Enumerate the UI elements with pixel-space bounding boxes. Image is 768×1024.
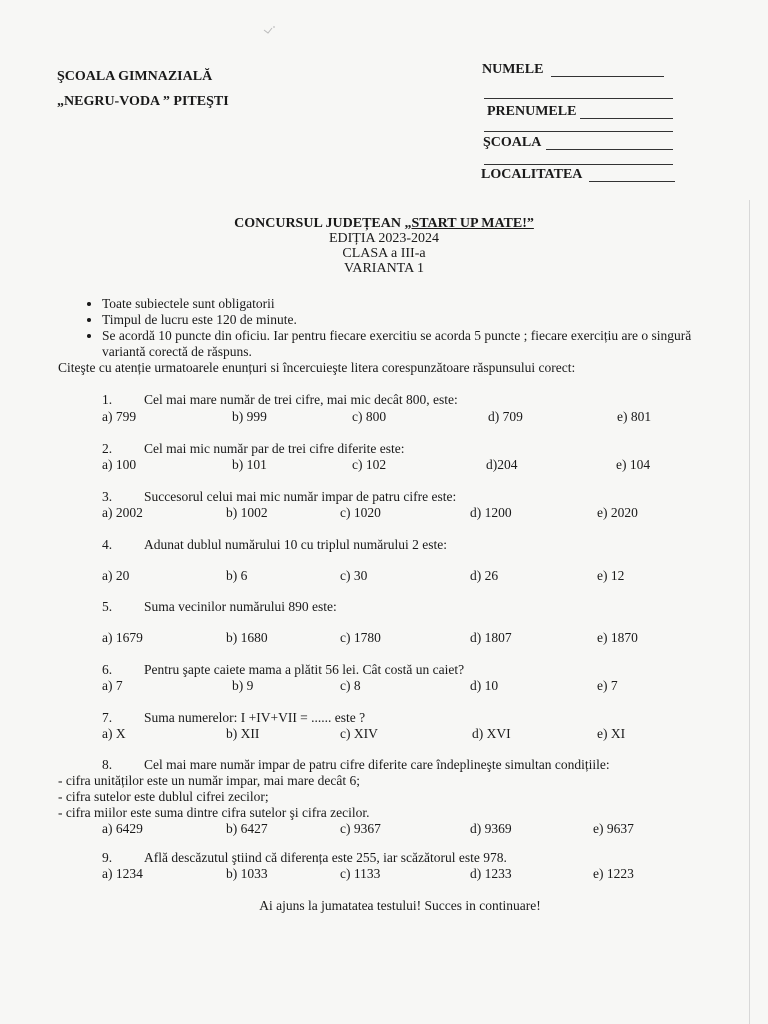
contest-class: CLASA a III-a (342, 246, 426, 261)
question-text: Cel mai mare număr de trei cifre, mai mic decât 800, este: (144, 392, 458, 407)
option-d[interactable]: d) 1807 (470, 630, 512, 645)
school-field-label: ŞCOALA (483, 135, 542, 150)
question-number: 4. (102, 537, 113, 552)
option-b[interactable]: b) 1002 (226, 505, 268, 520)
name-field-label: NUMELE (482, 62, 544, 77)
option-a[interactable]: a) 2002 (102, 505, 143, 520)
contest-title-block (0, 216, 768, 276)
question-number: 6. (102, 662, 113, 677)
question-number: 1. (102, 392, 113, 407)
option-e[interactable]: e) 801 (617, 409, 652, 424)
question-text: Suma numerelor: I +IV+VII = ...... este ? (144, 710, 366, 725)
locality-field-label: LOCALITATEA (481, 167, 583, 182)
option-c[interactable]: c) 8 (340, 678, 361, 693)
option-b[interactable]: b) 1680 (226, 630, 268, 645)
option-b[interactable]: b) XII (226, 726, 260, 741)
school-name-line2: „NEGRU-VODA ” PITEŞTI (57, 94, 229, 109)
option-c[interactable]: c) 102 (352, 457, 387, 472)
option-b[interactable]: b) 6 (226, 568, 248, 583)
option-c[interactable]: c) XIV (340, 726, 378, 741)
option-c[interactable]: c) 1020 (340, 505, 381, 520)
question-text: Adunat dublul numărului 10 cu triplul numărului 2 este: (144, 537, 447, 552)
school-extra-line[interactable] (484, 164, 673, 165)
option-b[interactable]: b) 999 (232, 409, 267, 424)
option-e[interactable]: e) 12 (597, 568, 625, 583)
option-a[interactable]: a) 6429 (102, 821, 143, 836)
question-6 (102, 662, 464, 678)
question-number: 2. (102, 441, 113, 456)
contest-name: START UP MATE!” (411, 216, 534, 231)
option-a[interactable]: a) X (102, 726, 126, 741)
question-text: Cel mai mare număr impar de patru cifre diferite care îndeplineşte simultan condițiile: (144, 757, 610, 772)
question-number: 3. (102, 489, 113, 504)
option-e[interactable]: e) 2020 (597, 505, 638, 520)
school-field-line[interactable] (546, 149, 673, 150)
option-e[interactable]: e) 1223 (593, 866, 634, 881)
question-4 (102, 537, 447, 553)
question-9 (102, 850, 507, 866)
school-name-line1: ŞCOALA GIMNAZIALĂ (57, 69, 213, 84)
instructions-text: Citeşte cu atenție urmatoarele enunțuri si încercuieşte litera corespunzătoare răspunsului corect: (58, 360, 576, 375)
option-d[interactable]: d)204 (486, 457, 518, 472)
question-number: 5. (102, 599, 113, 614)
contest-edition: EDIȚIA 2023-2024 (328, 231, 440, 246)
contest-prefix: CONCURSUL JUDEȚEAN „ (234, 216, 412, 231)
question-8 (102, 757, 610, 773)
option-e[interactable]: e) 104 (616, 457, 651, 472)
option-a[interactable]: a) 799 (102, 409, 137, 424)
contest-variant: VARIANTA 1 (344, 261, 424, 276)
scan-edge-line (749, 200, 750, 1024)
rule-item: • Toate subiectele sunt obligatorii (102, 296, 732, 312)
first-name-extra-line[interactable] (484, 131, 673, 132)
option-c[interactable]: c) 9367 (340, 821, 381, 836)
question-text: Suma vecinilor numărului 890 este: (144, 599, 337, 614)
option-a[interactable]: a) 100 (102, 457, 137, 472)
locality-field-line[interactable] (589, 181, 675, 182)
contest-title (0, 216, 768, 231)
option-d[interactable]: d) 709 (488, 409, 523, 424)
name-extra-line[interactable] (484, 98, 673, 99)
first-name-field-label: PRENUMELE (487, 104, 577, 119)
footer-message: Ai ajuns la jumatatea testului! Succes in continuare! (259, 898, 541, 913)
scan-speck-mark (262, 24, 276, 36)
option-b[interactable]: b) 6427 (226, 821, 268, 836)
question-number: 8. (102, 757, 113, 772)
option-b[interactable]: b) 9 (232, 678, 254, 693)
option-a[interactable]: a) 20 (102, 568, 130, 583)
question-7 (102, 710, 365, 726)
question-number: 9. (102, 850, 113, 865)
option-c[interactable]: c) 1780 (340, 630, 381, 645)
first-name-field-line[interactable] (580, 118, 673, 119)
condition-line: - cifra sutelor este dublul cifrei zecilor; (58, 789, 269, 804)
option-b[interactable]: b) 101 (232, 457, 267, 472)
name-field-line[interactable] (551, 76, 664, 77)
rules-list (78, 296, 732, 360)
option-a[interactable]: a) 7 (102, 678, 123, 693)
option-c[interactable]: c) 30 (340, 568, 368, 583)
school-header (57, 64, 229, 114)
condition-line: - cifra unităților este un număr impar, mai mare decât 6; (58, 773, 360, 788)
option-d[interactable]: d) 10 (470, 678, 499, 693)
question-5 (102, 599, 337, 615)
option-d[interactable]: d) 1233 (470, 866, 512, 881)
option-d[interactable]: d) 26 (470, 568, 499, 583)
option-e[interactable]: e) XI (597, 726, 626, 741)
rule-item: • Timpul de lucru este 120 de minute. (102, 312, 732, 328)
question-number: 7. (102, 710, 113, 725)
option-a[interactable]: a) 1679 (102, 630, 143, 645)
option-d[interactable]: d) 9369 (470, 821, 512, 836)
question-3 (102, 489, 456, 505)
question-1 (102, 392, 458, 408)
option-c[interactable]: c) 1133 (340, 866, 381, 881)
question-text: Pentru şapte caiete mama a plătit 56 lei. Cât costă un caiet? (144, 662, 465, 677)
option-e[interactable]: e) 1870 (597, 630, 638, 645)
question-2 (102, 441, 405, 457)
option-d[interactable]: d) XVI (472, 726, 511, 741)
rule-item: • Se acordă 10 puncte din oficiu. Iar pentru fiecare exercitiu se acorda 5 puncte ; fiecare exercițiu are o singură variantă corectă de răspuns. (102, 328, 732, 360)
option-a[interactable]: a) 1234 (102, 866, 143, 881)
question-text: Succesorul celui mai mic număr impar de patru cifre este: (144, 489, 457, 504)
question-text: Cel mai mic număr par de trei cifre diferite este: (144, 441, 405, 456)
option-e[interactable]: e) 7 (597, 678, 618, 693)
option-c[interactable]: c) 800 (352, 409, 387, 424)
option-d[interactable]: d) 1200 (470, 505, 512, 520)
condition-line: - cifra miilor este suma dintre cifra sutelor şi cifra zecilor. (58, 805, 370, 820)
option-e[interactable]: e) 9637 (593, 821, 634, 836)
question-text: Află descăzutul ştiind că diferența este 255, iar scăzătorul este 978. (144, 850, 507, 865)
option-b[interactable]: b) 1033 (226, 866, 268, 881)
